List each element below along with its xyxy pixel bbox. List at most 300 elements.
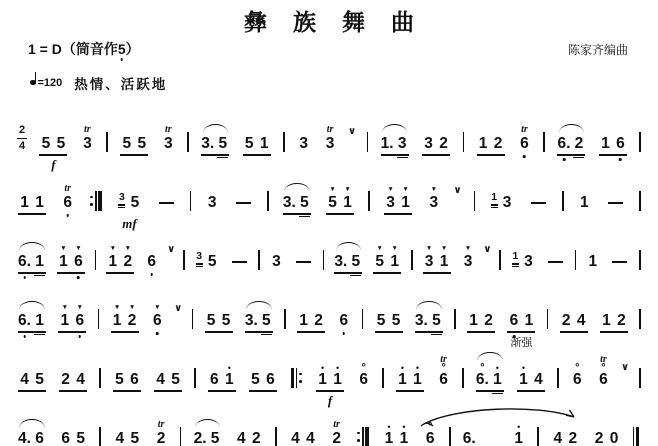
note (296, 136, 311, 152)
note-digit: 6 (599, 371, 608, 389)
note (17, 254, 32, 270)
note (80, 125, 95, 152)
note-digit: 6 (75, 312, 85, 330)
score-line-5 (14, 342, 644, 408)
barline (499, 250, 501, 270)
note (296, 313, 311, 329)
sixteenth-underline (196, 263, 203, 264)
note (559, 313, 574, 329)
barline (462, 368, 464, 388)
dynamic-marking: 渐强 (510, 336, 533, 349)
note (570, 361, 585, 389)
note-digit: 3 (397, 135, 407, 153)
note (110, 304, 125, 328)
note (531, 372, 546, 388)
barline (284, 309, 286, 329)
octave-dot-above: • (335, 363, 340, 374)
repeat-dot (299, 373, 302, 376)
note (372, 245, 387, 269)
dynamic-marking: f (51, 156, 56, 172)
note (150, 304, 165, 328)
note (208, 431, 223, 446)
beam-group (414, 313, 444, 329)
beam-group (242, 136, 272, 152)
beam-group (489, 192, 515, 211)
barline (283, 132, 285, 152)
note (414, 313, 429, 329)
repeat-dot (299, 380, 302, 383)
tie-extension-arrow-icon (419, 405, 589, 433)
note (429, 313, 444, 329)
trill-icon: tr (157, 418, 165, 430)
ornament-stack (440, 353, 447, 374)
note-digit: 5 (262, 312, 271, 330)
beam-group (153, 372, 183, 388)
note-digit: 1 (35, 194, 44, 212)
note-digit: 3. (282, 194, 296, 212)
note (516, 365, 531, 388)
staccato-accent-icon: ▼ (376, 245, 383, 253)
note (521, 313, 536, 329)
note-digit: 1 (108, 253, 118, 271)
duration-dash (232, 261, 247, 263)
note-digit: 6 (339, 312, 349, 330)
staccato-accent-icon: ▼ (109, 245, 117, 253)
beam-group (325, 186, 355, 210)
note (161, 125, 176, 152)
key-note-low5: 5 (117, 40, 126, 57)
barline (474, 191, 476, 211)
beam-group (17, 372, 47, 388)
note-digit: 3 (119, 191, 125, 204)
note (38, 136, 53, 152)
beam-group (244, 313, 274, 329)
note (215, 136, 230, 152)
note-digit: 3 (524, 253, 533, 271)
note-digit: 1 (20, 194, 29, 212)
beam-group (248, 372, 278, 388)
note (592, 431, 607, 446)
slur-arc (195, 419, 221, 428)
trill-icon: tr (600, 353, 607, 365)
staccato-accent-icon: ▼ (128, 304, 136, 312)
note (395, 136, 410, 152)
tempo-bpm: =120 (37, 76, 63, 89)
note (204, 313, 219, 329)
note-digit: 5 (130, 194, 140, 212)
note-digit: 3 (299, 135, 308, 153)
slur-arc (203, 124, 229, 133)
note-digit: 4 (20, 371, 29, 389)
note-digit: 5 (171, 371, 180, 389)
sixteenth-underline (350, 275, 361, 276)
slur-arc (19, 301, 45, 310)
note-digit: 5 (244, 135, 254, 153)
note-digit: 1 (469, 312, 478, 330)
note-digit: 2 (439, 135, 448, 153)
slur-arc (382, 124, 408, 133)
octave-dot-below (79, 335, 82, 338)
ornament-stack (517, 422, 521, 433)
ornament-stack (427, 420, 433, 433)
duration-dash (612, 261, 627, 263)
note-digit: 2 (568, 430, 578, 446)
ornament-stack (387, 422, 391, 433)
octave-dot-above: • (387, 422, 391, 433)
octave-dot-above: • (517, 422, 521, 433)
octave-dot-above: • (320, 363, 325, 374)
note-digit: 1 (384, 430, 394, 446)
note (127, 431, 142, 446)
note-digit: 1 (478, 135, 488, 153)
note (426, 186, 441, 210)
barline (190, 191, 192, 211)
note-digit: 2 (594, 430, 604, 446)
note (17, 431, 32, 446)
trill-icon: tr (333, 418, 340, 430)
ornament-stack (114, 304, 120, 311)
beam-group (422, 245, 452, 269)
ornament-stack (575, 361, 580, 374)
ornament-stack (495, 363, 499, 374)
harmonic-circle-icon: ° (441, 361, 446, 374)
breath-mark-icon: ∨ (348, 125, 357, 137)
note (598, 136, 613, 152)
note-digit: 5 (391, 312, 401, 330)
note-digit: 6. (557, 135, 571, 153)
barline (362, 309, 364, 329)
note-digit: 1 (514, 430, 524, 446)
note (333, 254, 348, 270)
sixteenth-underline (512, 263, 519, 264)
note-digit: 4 (576, 312, 586, 330)
note (127, 195, 142, 211)
ornament-stack (415, 363, 420, 374)
note-digit: 6 (520, 135, 529, 153)
thick-barline (636, 427, 639, 446)
trill-icon: tr (440, 353, 447, 365)
beam-group (60, 184, 75, 211)
barline (187, 132, 189, 152)
note (144, 254, 159, 270)
sixteenth-underline (196, 266, 203, 267)
ornament-stack (441, 245, 447, 252)
ornament-stack (426, 245, 432, 252)
note-digit: 4 (306, 430, 315, 446)
note-digit: 5 (206, 312, 216, 330)
note (500, 195, 515, 211)
barline (639, 309, 641, 329)
ornament-stack (361, 361, 366, 374)
note (311, 313, 326, 329)
duration-dash (608, 202, 623, 204)
note-digit: 3 (424, 135, 433, 153)
note (614, 313, 629, 329)
note (461, 245, 476, 269)
note-digit: 3. (244, 312, 258, 330)
note (73, 431, 88, 446)
note (249, 431, 264, 446)
note (517, 125, 532, 152)
trill-icon: tr (521, 123, 528, 135)
note (58, 431, 73, 446)
ornament-stack (60, 245, 66, 252)
staccato-accent-icon: ▼ (154, 304, 161, 312)
note-digit: 3 (207, 194, 217, 212)
note-digit: 6 (616, 135, 625, 153)
note (193, 431, 208, 446)
repeat-dots (299, 368, 302, 388)
staccato-accent-icon: ▼ (75, 245, 82, 253)
sixteenth-underline (299, 216, 310, 217)
beam-group (315, 363, 345, 408)
note (374, 313, 389, 329)
note-digit: 2. (193, 430, 207, 446)
beam-group (116, 191, 142, 231)
ornament-stack (387, 186, 393, 193)
note-digit: 1 (580, 194, 589, 212)
staccato-accent-icon: ▼ (113, 304, 121, 312)
note (398, 186, 413, 210)
note-digit: 5 (376, 312, 386, 330)
note (422, 245, 437, 269)
note-digit: 5 (56, 135, 66, 153)
score-line-4 (14, 283, 644, 349)
beam-group (288, 431, 318, 446)
trill-icon: tr (326, 123, 334, 135)
ornament-stack (402, 422, 406, 433)
barline (639, 250, 641, 270)
beam-group (296, 136, 311, 152)
duration-dash (236, 202, 251, 204)
note-digit: 2 (123, 253, 133, 271)
slur-arc (336, 242, 362, 251)
note (511, 424, 526, 446)
trill-icon: tr (164, 123, 172, 135)
ornament-stack (431, 186, 437, 193)
ornament-stack (64, 184, 71, 194)
ornament-stack (333, 420, 340, 430)
note-digit: 5 (41, 135, 51, 153)
beam-group (205, 195, 220, 211)
key-suffix: ） (125, 40, 140, 57)
note (207, 372, 222, 388)
beam-group (56, 245, 86, 269)
note-digit: 1 (398, 371, 407, 389)
note (383, 186, 398, 210)
harmonic-circle-icon: ° (427, 420, 433, 433)
ornament-stack (227, 363, 231, 374)
ornament-stack (329, 186, 335, 193)
note (596, 355, 611, 388)
beam-group (105, 245, 135, 269)
breath-mark-icon: ∨ (483, 243, 492, 255)
note-digit: 3. (201, 135, 215, 153)
staccato-accent-icon: ▼ (440, 245, 448, 253)
repeat-dot (357, 432, 360, 435)
note-digit: 2 (574, 135, 584, 153)
note (481, 313, 496, 329)
beam-group (80, 125, 95, 152)
note-digit: 6. (475, 371, 489, 389)
beam-group (150, 304, 165, 328)
beam-group (296, 313, 326, 329)
ornament-stack (480, 361, 485, 374)
beam-group (585, 254, 600, 270)
note (329, 420, 344, 446)
note-digit: 3 (502, 194, 512, 212)
note-digit: 1 (601, 135, 610, 153)
ornament-stack (521, 363, 526, 374)
ornament-stack (129, 304, 135, 311)
octave-dot-below (156, 332, 159, 335)
sixteenth-underline (431, 334, 442, 335)
beam-group (161, 125, 176, 152)
note (571, 136, 586, 152)
note (565, 431, 580, 446)
note (32, 431, 47, 446)
beam-group (577, 195, 592, 211)
note-digit: 6 (35, 430, 44, 446)
note (134, 136, 149, 152)
barline (639, 191, 641, 211)
note-digit: 3 (424, 253, 434, 271)
note (421, 136, 436, 152)
barline (368, 191, 370, 211)
slur-arc (19, 242, 45, 251)
tempo-row (0, 73, 658, 93)
repeat-end-sign (355, 427, 370, 446)
note-digit: 1 (519, 371, 528, 389)
barline (180, 427, 182, 446)
tempo-expression: 热情、活跃地 (74, 76, 168, 92)
octave-dot-below (523, 155, 526, 158)
note (244, 313, 259, 329)
note (336, 313, 351, 329)
score-line-1 (14, 106, 644, 172)
note (205, 195, 220, 211)
note (303, 431, 318, 446)
note (396, 424, 411, 446)
note-digit: 2 (493, 135, 503, 153)
note-digit: 1 (299, 312, 308, 330)
note-digit: 5 (210, 430, 220, 446)
note (410, 365, 425, 388)
beam-group (58, 431, 88, 446)
note-digit: 6 (74, 253, 83, 271)
ornament-stack (165, 125, 172, 135)
barline (562, 191, 564, 211)
beam-group (517, 125, 532, 152)
octave-dot-above: • (402, 422, 406, 433)
note (387, 245, 402, 269)
note (257, 136, 272, 152)
beam-group (599, 313, 629, 329)
note (475, 361, 490, 389)
octave-dot-above: • (521, 363, 526, 374)
note-digit: 5 (35, 371, 44, 389)
note (234, 431, 249, 446)
breath-mark-icon: ∨ (453, 184, 462, 196)
barline (323, 250, 325, 270)
note (32, 372, 47, 388)
duration-dash (548, 261, 563, 263)
note-digit: 6. (462, 430, 476, 446)
octave-dot-below (23, 276, 26, 279)
note-digit: 3 (325, 135, 335, 153)
note-digit: 1 (390, 253, 399, 271)
beam-group (592, 431, 622, 446)
note-digit: 5 (375, 253, 384, 271)
grace-note (194, 251, 205, 270)
note (112, 372, 127, 388)
note-digit: 1 (512, 250, 519, 263)
note (154, 420, 169, 446)
beam-group (598, 136, 628, 152)
dynamic-marking: f (327, 392, 333, 408)
note (71, 245, 86, 269)
note (200, 136, 215, 152)
thin-barline (95, 191, 97, 211)
octave-dot-below (66, 214, 69, 217)
note-digit: 1 (259, 135, 269, 153)
staccato-accent-icon: ▼ (464, 245, 472, 253)
thin-barline (633, 427, 635, 446)
note-digit: 1 (343, 194, 352, 212)
note-digit: 6 (153, 312, 162, 330)
breath-mark-icon: ∨ (174, 302, 183, 314)
grace-note (489, 192, 500, 211)
note-digit: 3 (196, 250, 203, 263)
note (330, 365, 345, 388)
repeat-dots (357, 427, 360, 446)
staccato-accent-icon: ▼ (391, 245, 398, 253)
note (423, 420, 438, 446)
note-digit: 6 (425, 430, 435, 446)
staccato-accent-icon: ▼ (76, 304, 84, 312)
meta-row (0, 39, 658, 59)
duration-dash (296, 261, 311, 263)
note-digit: 3. (334, 253, 348, 271)
ornament-stack (391, 245, 397, 252)
note (222, 365, 237, 388)
barline (183, 250, 185, 270)
final-barline (633, 427, 641, 446)
note-digit: 3. (414, 312, 428, 330)
note (585, 254, 600, 270)
note-digit: 1 (491, 191, 498, 204)
note-digit: 5 (251, 371, 260, 389)
note-digit: 6. (18, 253, 31, 271)
beam-group (423, 420, 438, 446)
barline (449, 427, 451, 446)
beam-group (17, 254, 47, 270)
beam-group (436, 355, 451, 388)
note-digit: 0 (609, 430, 619, 446)
ornament-stack (376, 245, 382, 252)
staccato-accent-icon: ▼ (430, 186, 437, 194)
note-digit: 2 (561, 312, 571, 330)
note-digit: 1 (35, 253, 44, 271)
ornament-stack (335, 363, 340, 374)
beam-group (17, 313, 47, 329)
ornament-stack (84, 125, 91, 135)
beam-group (381, 424, 411, 446)
sixteenth-underline (491, 207, 498, 208)
ornament-stack (110, 245, 116, 252)
barline (99, 368, 101, 388)
note-digit: 2 (127, 312, 137, 330)
